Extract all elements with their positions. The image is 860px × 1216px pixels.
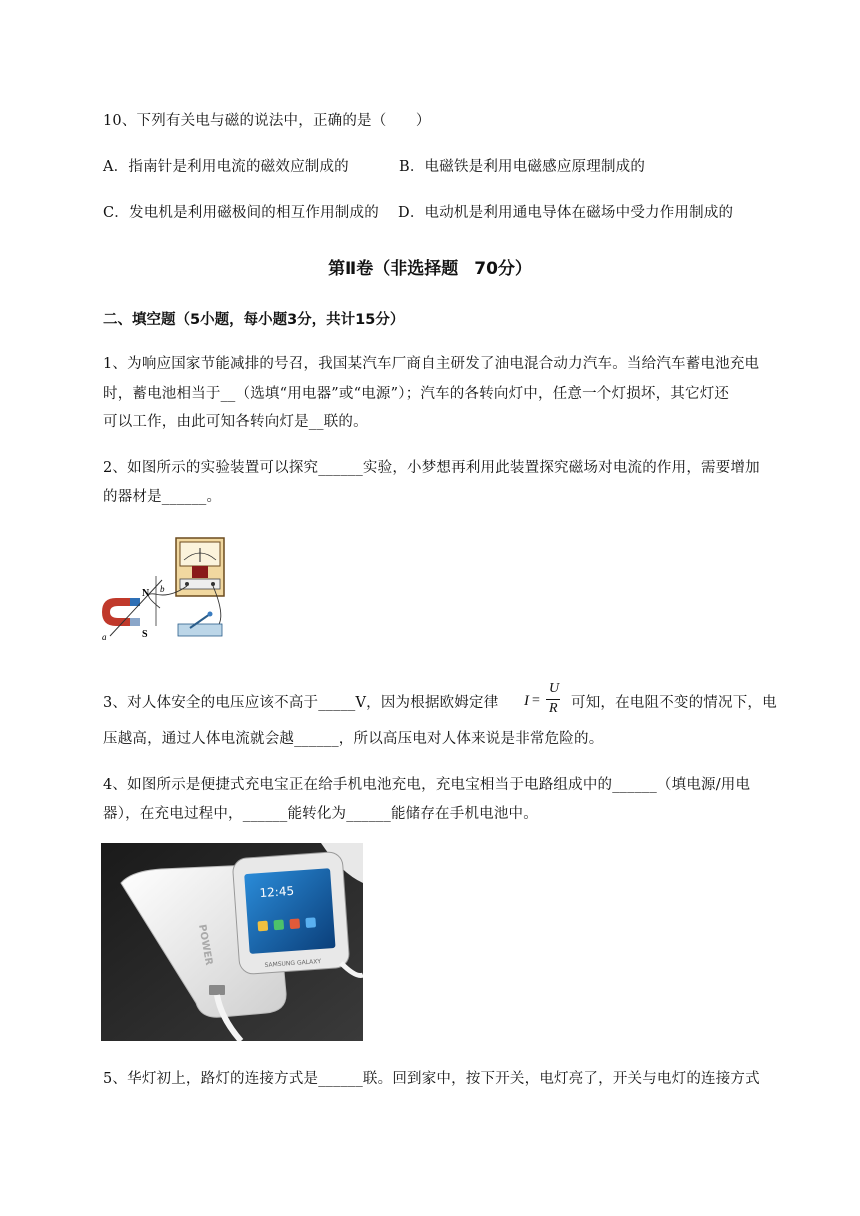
formula-denominator: R: [549, 701, 558, 716]
q4-line-1: 4、如图所示是便捷式充电宝正在给手机电池充电，充电宝相当于电路组成中的______（填电源/用电: [103, 777, 751, 793]
section-title-text: 第Ⅱ卷（非选择题: [328, 259, 459, 279]
galvanometer-experiment-figure: [100, 536, 230, 644]
phone-clock: 12:45: [259, 883, 295, 901]
q10-option-c: C．发电机是利用磁极间的相互作用制成的: [103, 205, 379, 221]
q2-line-1: 2、如图所示的实验装置可以探究______实验，小梦想再利用此装置探究磁场对电流的作用，需要增加: [103, 460, 760, 476]
q3-line-1b: 可知，在电阻不变的情况下，电: [571, 695, 777, 711]
q2-line-2: 的器材是______。: [103, 489, 222, 505]
part2-title: 二、填空题（5小题，每小题3分，共计15分）: [103, 312, 405, 328]
q10-stem: 10、下列有关电与磁的说法中，正确的是（ ）: [103, 113, 431, 129]
section-title: [0, 254, 860, 279]
phone-brand: SAMSUNG GALAXY: [264, 958, 322, 969]
wire-label-b: b: [160, 584, 165, 594]
power-bank-brand: POWER: [196, 923, 215, 967]
q5-line-1: 5、华灯初上，路灯的连接方式是______联。回到家中，按下开关，电灯亮了，开关与电灯的连接方式: [103, 1071, 760, 1087]
q1-line-2: 时，蓄电池相当于__（选填“用电器”或“电源”）；汽车的各转向灯中，任意一个灯损坏，其它灯还: [103, 386, 730, 402]
magnet-label-s: S: [142, 629, 148, 640]
q10-option-d: D．电动机是利用通电导体在磁场中受力作用制成的: [398, 205, 734, 221]
section-score: 70分）: [474, 259, 532, 279]
q3-line-2: 压越高，通过人体电流就会越______，所以高压电对人体来说是非常危险的。: [103, 731, 604, 747]
q1-line-3: 可以工作，由此可知各转向灯是__联的。: [103, 414, 368, 430]
formula-lhs: I: [524, 693, 529, 709]
q4-line-2: 器），在充电过程中，______能转化为______能储存在手机电池中。: [103, 806, 538, 822]
q1-line-1: 1、为响应国家节能减排的号召，我国某汽车厂商自主研发了油电混合动力汽车。当给汽车蓄电池充电: [103, 356, 760, 372]
q3-line-1a: 3、对人体安全的电压应该不高于_____V，因为根据欧姆定律: [103, 695, 499, 711]
q10-option-b: B．电磁铁是利用电磁感应原理制成的: [399, 159, 646, 175]
wire-label-a: a: [102, 632, 107, 642]
formula-eq: =: [532, 693, 540, 708]
magnet-label-n: N: [142, 588, 150, 599]
power-bank-photo: [101, 843, 363, 1041]
q10-option-a: A．指南针是利用电流的磁效应制成的: [103, 159, 349, 175]
formula-numerator: U: [549, 681, 560, 696]
